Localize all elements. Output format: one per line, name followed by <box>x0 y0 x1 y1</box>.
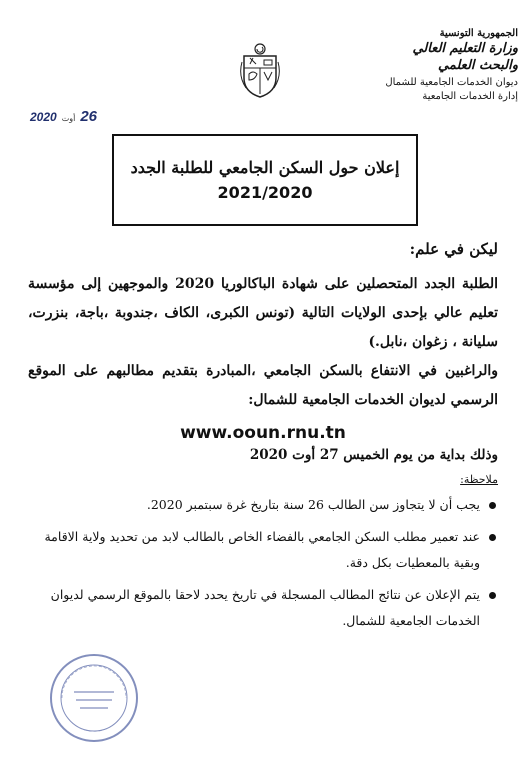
academic-year: 2021/2020 <box>217 183 313 202</box>
official-stamp-icon <box>48 652 140 744</box>
note-text: يتم الإعلان عن نتائج المطالب المسجلة في تاريخ يحدد لاحقا بالموقع الرسمي لديوان الخدمات الجامعية للشمال. <box>50 587 480 628</box>
greeting: ليكن في علم: <box>409 240 498 258</box>
bullet-icon <box>489 592 496 599</box>
office-name: ديوان الخدمات الجامعية للشمال <box>385 77 518 88</box>
ministry-name-line2: والبحث العلمي <box>438 58 518 73</box>
bullet-icon <box>489 502 496 509</box>
ministry-name-line1: وزارة التعليم العالي <box>412 41 518 56</box>
note-text: يجب أن لا يتجاوز سن الطالب 26 سنة بتاريخ غرة سبتمبر 2020. <box>146 497 480 512</box>
bullet-icon <box>489 534 496 541</box>
paragraph-instructions: والراغبين في الانتفاع بالسكن الجامعي ،المبادرة بتقديم مطالبهم على الموقع الرسمي لديوان الخدمات الجامعية للشمال: <box>28 363 498 408</box>
website-link[interactable]: www.ooun.rnu.tn <box>180 423 346 443</box>
paragraph-eligibility: الطلبة الجدد المتحصلين على شهادة الباكالوريا 2020 والموجهين إلى مؤسسة تعليم عالي بإحدى الولايات التالية (تونس الكبرى، الكاف ،جندوبة ،باجة، بنزرت، سليانة ، زغوان ،نابل.) <box>28 276 498 350</box>
letterhead <box>378 28 518 102</box>
reference-stamp <box>30 108 97 125</box>
start-date: وذلك بداية من يوم الخميس 27 أوت 2020 <box>249 447 498 463</box>
announcement-title: إعلان حول السكن الجامعي للطلبة الجدد <box>130 158 400 177</box>
note-item <box>28 582 498 634</box>
department-name: إدارة الخدمات الجامعية <box>422 91 518 102</box>
reference-month-label: أوت <box>61 114 76 123</box>
note-text: عند تعمير مطلب السكن الجامعي بالفضاء الخاص بالطالب لابد من تحديد ولاية الاقامة وبقية بالمعطيات بكل دقة. <box>44 529 480 570</box>
tunisia-coat-of-arms-icon <box>236 42 284 100</box>
reference-year: 2020 <box>30 110 57 124</box>
announcement-title-box <box>112 134 418 226</box>
announcement-body <box>28 240 498 640</box>
note-item <box>28 492 498 518</box>
republic-label: الجمهورية التونسية <box>439 28 518 39</box>
notes-label: ملاحظة: <box>460 473 498 486</box>
notes-list <box>28 492 498 634</box>
reference-day: 26 <box>80 108 98 125</box>
note-item <box>28 524 498 576</box>
